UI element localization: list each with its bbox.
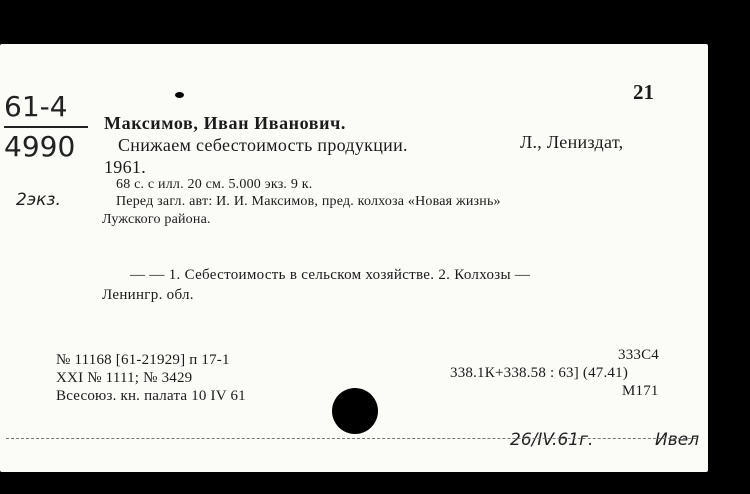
collation: 68 с. с илл. 20 см. 5.000 экз. 9 к. xyxy=(116,177,313,192)
shelfmark-bottom: 4990 xyxy=(4,130,76,163)
card-number: 21 xyxy=(633,80,654,104)
shelfmark-divider xyxy=(4,126,88,128)
publication-year: 1961. xyxy=(104,157,146,177)
copies-note: 2экз. xyxy=(16,190,61,210)
ink-speck xyxy=(175,92,184,98)
subjects-line-1: — — 1. Себестоимость в сельском хозяйстве. 2. Колхозы — xyxy=(130,267,531,283)
card-punch-hole xyxy=(332,388,378,434)
handwritten-signature: Ивел xyxy=(655,430,700,450)
author-heading: Максимов, Иван Иванович. xyxy=(104,113,346,133)
footer-right-line-3: М171 xyxy=(622,383,659,399)
dashed-rule xyxy=(6,438,696,439)
handwritten-date: 26/IV.61г. xyxy=(510,430,594,450)
footer-right-line-2: 338.1К+338.58 : 63] (47.41) xyxy=(450,365,629,381)
shelfmark-top: 61-4 xyxy=(4,90,68,123)
footer-right-line-1: 333С4 xyxy=(618,347,660,363)
imprint: Л., Лениздат, xyxy=(520,132,624,152)
note-line-1: Перед загл. авт: И. И. Максимов, пред. колхоза «Новая жизнь» xyxy=(116,194,501,209)
note-line-2: Лужского района. xyxy=(102,212,211,227)
footer-left-line-2: XXI № 1111; № 3429 xyxy=(56,370,193,386)
footer-left-line-1: № 11168 [61-21929] п 17-1 xyxy=(56,352,230,368)
footer-left-line-3: Всесоюз. кн. палата 10 IV 61 xyxy=(56,388,246,404)
subjects-line-2: Ленингр. обл. xyxy=(102,287,194,303)
title-line: Снижаем себестоимость продукции. xyxy=(118,135,408,155)
